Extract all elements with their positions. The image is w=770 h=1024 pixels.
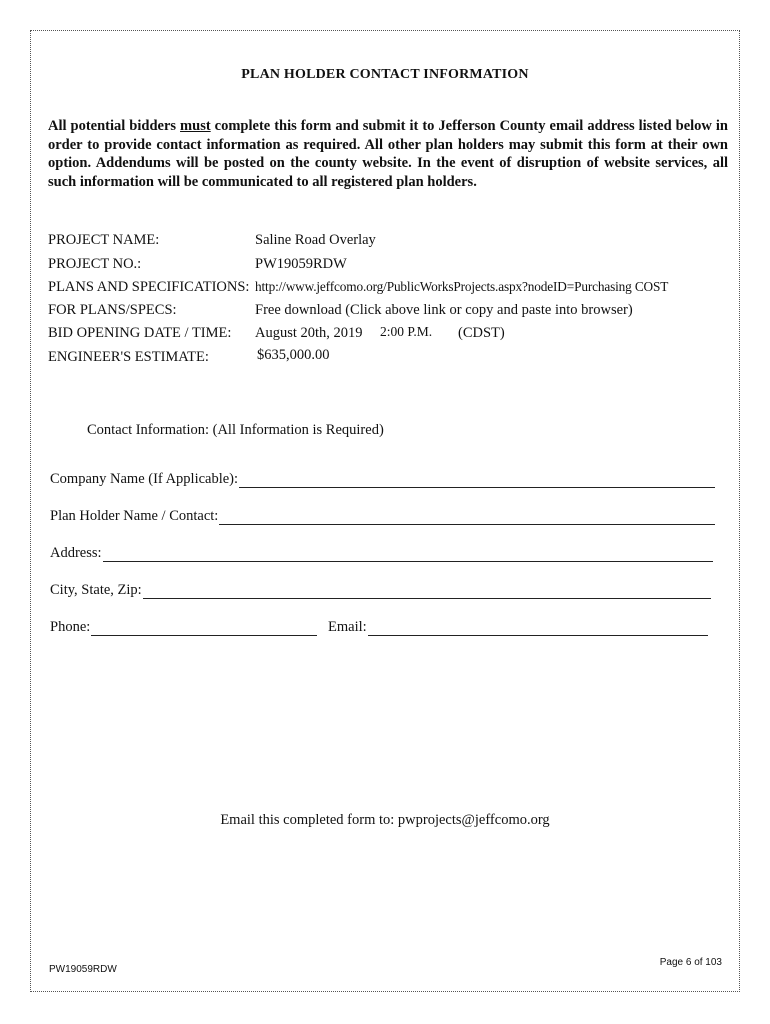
bid-opening-timezone: (CDST) (458, 325, 505, 341)
plan-holder-line[interactable] (219, 510, 715, 525)
company-name-field[interactable] (50, 471, 715, 488)
for-plans-value: Free download (Click above link or copy and paste into browser) (255, 302, 633, 318)
contact-heading: Contact Information: (All Information is Required) (87, 422, 384, 438)
bid-opening-time: 2:00 P.M. (380, 324, 433, 339)
bid-opening-date: August 20th, 2019 (255, 325, 363, 341)
estimate-label: ENGINEER'S ESTIMATE: (48, 349, 209, 365)
intro-text-2: complete this form and submit it to Jefferson County email address listed below in order to provide contact information as required. All other plan holders may submit this form at their own option. Addendums will be posted on the county website. In the event of disruption of website services, all such information will be communicated to all registered plan holders. (48, 118, 728, 190)
project-name-value: Saline Road Overlay (255, 232, 376, 248)
intro-paragraph (48, 117, 728, 191)
plan-holder-label: Plan Holder Name / Contact: (50, 508, 219, 524)
plan-holder-field[interactable] (50, 508, 715, 525)
plans-link[interactable]: http://www.jeffcomo.org/PublicWorksProjects.aspx?nodeID=Purchasing COST (255, 279, 669, 294)
for-plans-label: FOR PLANS/SPECS: (48, 302, 177, 318)
project-no-value: PW19059RDW (255, 256, 347, 272)
plans-label: PLANS AND SPECIFICATIONS: (48, 279, 250, 295)
submit-instructions: Email this completed form to: pwprojects@jeffcomo.org (220, 812, 550, 828)
phone-line[interactable] (91, 621, 317, 636)
footer-page-number: Page 6 of 103 (659, 957, 722, 968)
project-no-label: PROJECT NO.: (48, 256, 142, 272)
intro-must: must (180, 118, 211, 134)
phone-label: Phone: (50, 619, 91, 635)
estimate-value: $635,000.00 (257, 347, 330, 363)
address-line[interactable] (103, 547, 713, 562)
company-name-label: Company Name (If Applicable): (50, 471, 239, 487)
address-label: Address: (50, 545, 102, 561)
company-name-line[interactable] (239, 473, 715, 488)
address-field[interactable] (50, 545, 713, 562)
email-label: Email: (328, 619, 367, 635)
email-line[interactable] (368, 621, 708, 636)
project-name-label: PROJECT NAME: (48, 232, 160, 248)
city-state-zip-label: City, State, Zip: (50, 582, 142, 598)
page-title: PLAN HOLDER CONTACT INFORMATION (241, 67, 529, 82)
intro-text-1: All potential bidders (48, 118, 181, 134)
bid-opening-label: BID OPENING DATE / TIME: (48, 325, 232, 341)
city-state-zip-line[interactable] (143, 584, 711, 599)
phone-field[interactable] (50, 619, 317, 636)
email-field[interactable] (328, 619, 708, 636)
footer-doc-id: PW19059RDW (49, 964, 117, 975)
city-state-zip-field[interactable] (50, 582, 711, 599)
